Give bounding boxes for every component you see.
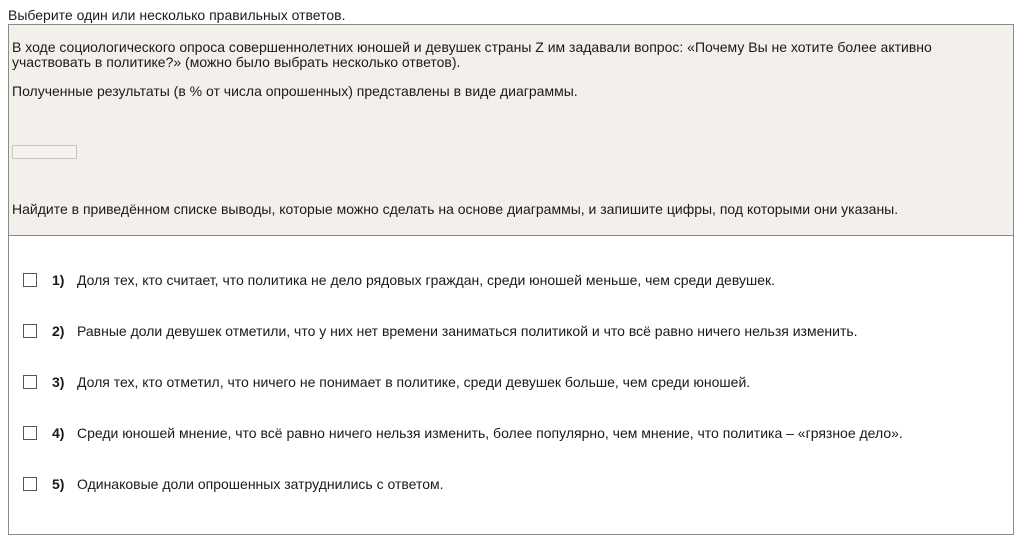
task-instruction: Выберите один или несколько правильных ответов. bbox=[8, 7, 346, 23]
answer-checkbox-2[interactable] bbox=[23, 324, 37, 338]
answer-text-4: Среди юношей мнение, что всё равно ничего нельзя изменить, более популярно, чем мнение, что политика – «грязное дело». bbox=[77, 425, 903, 441]
answer-text-1: Доля тех, кто считает, что политика не дело рядовых граждан, среди юношей меньше, чем среди девушек. bbox=[77, 272, 775, 288]
answer-number-4: 4) bbox=[52, 425, 65, 441]
answer-text-2: Равные доли девушек отметили, что у них нет времени заниматься политикой и что всё равно ничего нельзя изменить. bbox=[77, 323, 858, 339]
answer-text-5: Одинаковые доли опрошенных затруднились с ответом. bbox=[77, 476, 444, 492]
answer-text-3: Доля тех, кто отметил, что ничего не понимает в политике, среди девушек больше, чем среди юношей. bbox=[77, 374, 751, 390]
answer-option-5[interactable] bbox=[9, 474, 1013, 496]
answer-checkbox-4[interactable] bbox=[23, 426, 37, 440]
answer-options bbox=[9, 236, 1013, 534]
question-paragraph-results: Полученные результаты (в % от числа опрошенных) представлены в виде диаграммы. bbox=[12, 83, 578, 99]
answer-checkbox-3[interactable] bbox=[23, 375, 37, 389]
answer-option-3[interactable] bbox=[9, 372, 1013, 394]
answer-number-5: 5) bbox=[52, 476, 65, 492]
answer-option-2[interactable] bbox=[9, 321, 1013, 343]
answer-checkbox-5[interactable] bbox=[23, 477, 37, 491]
answer-number-2: 2) bbox=[52, 323, 65, 339]
question-paragraph-survey: В ходе социологического опроса совершеннолетних юношей и девушек страны Z им задавали вопрос: «Почему Вы не хотите более активно участвовать в политике?» (можно было выбрать несколько ответов). bbox=[12, 39, 932, 70]
answer-option-1[interactable] bbox=[9, 270, 1013, 292]
answer-option-4[interactable] bbox=[9, 423, 1013, 445]
diagram-image-placeholder bbox=[12, 145, 77, 159]
question-paragraph-task: Найдите в приведённом списке выводы, которые можно сделать на основе диаграммы, и запишите цифры, под которыми они указаны. bbox=[12, 201, 899, 217]
answer-number-3: 3) bbox=[52, 374, 65, 390]
question-panel bbox=[9, 25, 1013, 236]
answer-number-1: 1) bbox=[52, 272, 65, 288]
task-box bbox=[8, 24, 1014, 535]
answer-checkbox-1[interactable] bbox=[23, 273, 37, 287]
